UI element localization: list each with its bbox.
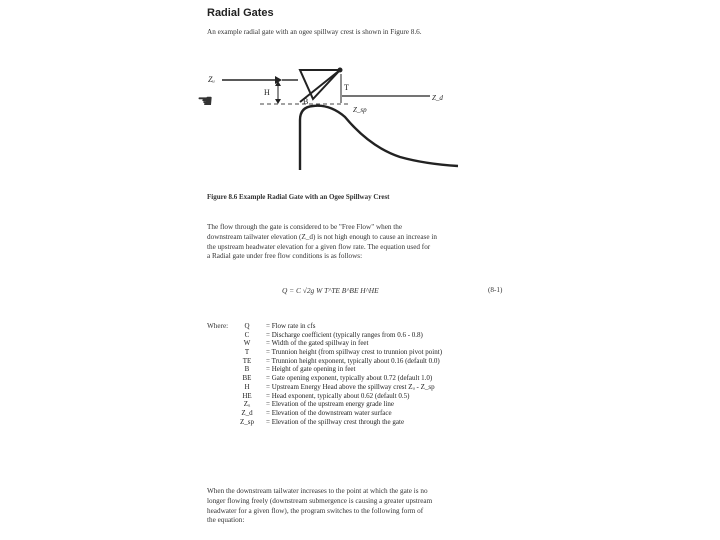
variable-definition: = Trunnion height exponent, typically about 0.16 (default 0.0) bbox=[266, 356, 440, 365]
paragraph-line: headwater for a given flow), the program switches to the following form of bbox=[207, 506, 424, 515]
variable-definition: = Elevation of the upstream energy grade line bbox=[266, 400, 395, 409]
variable-definition: = Height of gate opening in feet bbox=[266, 365, 356, 374]
variable-symbol: C bbox=[244, 330, 250, 339]
paragraph-line: When the downstream tailwater increases to the point at which the gate is no bbox=[207, 487, 428, 495]
figure-caption: Figure 8.6 Example Radial Gate with an Ogee Spillway Crest bbox=[207, 193, 390, 201]
ogee-spillway-profile bbox=[300, 106, 458, 170]
variable-symbol: BE bbox=[242, 374, 252, 383]
where-label: Where: bbox=[207, 322, 229, 330]
variable-definition: = Width of the gated spillway in feet bbox=[266, 339, 369, 348]
paragraph-line: downstream tailwater elevation (Z_d) is not high enough to cause an increase in bbox=[207, 232, 437, 241]
variable-row bbox=[236, 357, 496, 366]
variable-symbol: B bbox=[244, 365, 250, 374]
label-b: B bbox=[303, 97, 309, 106]
variable-row bbox=[236, 339, 496, 348]
paragraph-line: the equation: bbox=[207, 516, 245, 525]
variable-symbol: H bbox=[244, 382, 250, 391]
variable-row bbox=[236, 418, 496, 427]
variable-row bbox=[236, 409, 496, 418]
paragraph-line: The flow through the gate is considered to be "Free Flow" when the bbox=[207, 223, 403, 231]
variable-definition: = Flow rate in cfs bbox=[266, 322, 316, 330]
label-zu: Zᵤ bbox=[208, 75, 215, 84]
variable-symbol: Z_d bbox=[241, 408, 253, 417]
paragraph-line: the upstream headwater elevation for a given flow rate. The equation used for bbox=[207, 242, 431, 251]
radial-gate-figure bbox=[200, 62, 460, 182]
paragraph-line: a Radial gate under free flow conditions is as follows: bbox=[207, 252, 363, 261]
variable-symbol: Z_sp bbox=[240, 417, 254, 426]
label-zd: Z_d bbox=[432, 94, 443, 102]
label-zsp: Z_sp bbox=[353, 106, 367, 114]
variable-symbol: W bbox=[243, 339, 251, 348]
paragraph-line: longer flowing freely (downstream submergence is causing a greater upstream bbox=[207, 496, 433, 505]
variable-list bbox=[236, 322, 496, 426]
variable-row bbox=[236, 374, 496, 383]
intro-text: An example radial gate with an ogee spillway crest is shown in Figure 8.6. bbox=[207, 28, 422, 36]
variable-definition: = Discharge coefficient (typically ranges from 0.6 - 0.8) bbox=[266, 330, 423, 339]
variable-definition: = Trunnion height (from spillway crest to trunnion pivot point) bbox=[266, 348, 443, 357]
variable-row bbox=[236, 400, 496, 409]
variable-symbol: HE bbox=[242, 391, 252, 400]
variable-definition: = Gate opening exponent, typically about 0.72 (default 1.0) bbox=[266, 374, 433, 383]
label-t: T bbox=[344, 83, 349, 92]
hand-cursor-icon: ☚ bbox=[197, 91, 214, 111]
variable-row bbox=[236, 331, 496, 340]
variable-symbol: TE bbox=[242, 356, 252, 365]
variable-row bbox=[236, 322, 496, 331]
variable-row bbox=[236, 392, 496, 401]
submerged-flow-paragraph bbox=[207, 487, 517, 526]
variable-definition: = Elevation of the downstream water surface bbox=[266, 408, 392, 417]
variable-symbol: Q bbox=[244, 322, 250, 330]
free-flow-paragraph bbox=[207, 223, 517, 262]
variable-definition: = Elevation of the spillway crest through the gate bbox=[266, 417, 405, 426]
variable-definition: = Upstream Energy Head above the spillway crest Zᵤ - Z_sp bbox=[266, 382, 435, 391]
variable-row bbox=[236, 348, 496, 357]
variable-symbol: T bbox=[244, 348, 250, 357]
equation: Q = C √2g W T^TE B^BE H^HE bbox=[282, 286, 379, 295]
variable-symbol: Zᵤ bbox=[243, 400, 251, 409]
trunnion-pin bbox=[338, 68, 343, 73]
variable-row bbox=[236, 365, 496, 374]
equation-number: (8-1) bbox=[488, 286, 503, 294]
variable-definition: = Head exponent, typically about 0.62 (default 0.5) bbox=[266, 391, 410, 400]
label-h: H bbox=[264, 88, 270, 97]
section-title: Radial Gates bbox=[207, 7, 274, 19]
variable-row bbox=[236, 383, 496, 392]
